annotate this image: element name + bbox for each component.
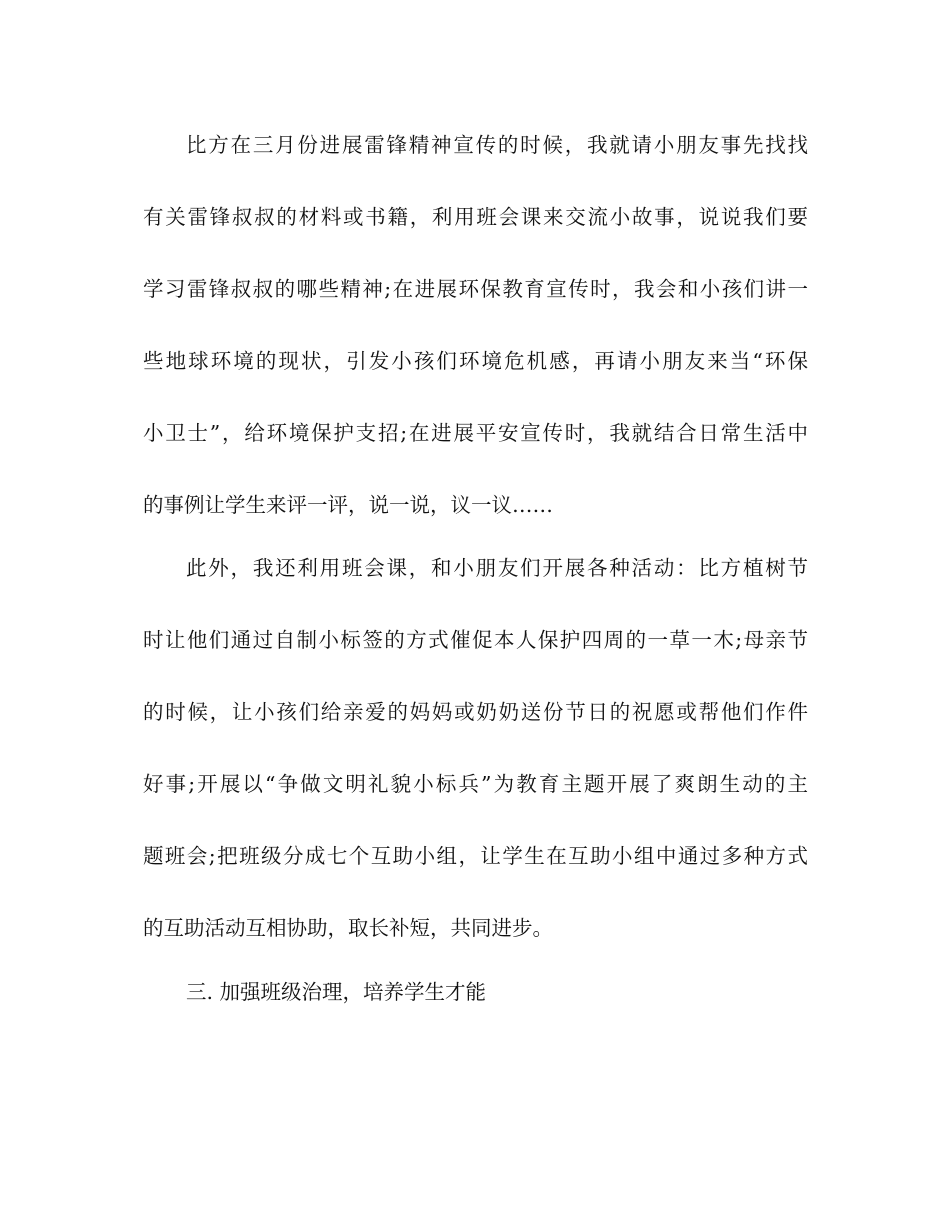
paragraph-1-line-3: 学习雷锋叔叔的哪些精神;在进展环保教育宣传时，我会和小孩们讲一 bbox=[143, 277, 808, 301]
section-heading: 三. 加强班级治理，培养学生才能 bbox=[186, 980, 487, 1004]
paragraph-2-line-6: 的互助活动互相协助，取长补短，共同进步。 bbox=[143, 916, 553, 940]
paragraph-1-line-4: 些地球环境的现状，引发小孩们环境危机感，再请小朋友来当“环保 bbox=[143, 349, 808, 373]
paragraph-2-line-3: 的时候，让小孩们给亲爱的妈妈或奶奶送份节日的祝愿或帮他们作件 bbox=[143, 700, 808, 724]
paragraph-1-line-2: 有关雷锋叔叔的材料或书籍，利用班会课来交流小故事，说说我们要 bbox=[143, 205, 808, 229]
paragraph-1-line-5: 小卫士”，给环境保护支招;在进展平安宣传时，我就结合日常生活中 bbox=[143, 421, 808, 445]
paragraph-1-line-1: 比方在三月份进展雷锋精神宣传的时候，我就请小朋友事先找找 bbox=[186, 133, 808, 157]
paragraph-2-line-5: 题班会;把班级分成七个互助小组，让学生在互助小组中通过多种方式 bbox=[143, 844, 808, 868]
paragraph-1-line-6: 的事例让学生来评一评，说一说，议一议…… bbox=[143, 493, 553, 517]
paragraph-2-line-2: 时让他们通过自制小标签的方式催促本人保护四周的一草一木;母亲节 bbox=[143, 628, 808, 652]
paragraph-2-line-1: 此外，我还利用班会课，和小朋友们开展各种活动：比方植树节 bbox=[186, 556, 808, 580]
paragraph-2-line-4: 好事;开展以“争做文明礼貌小标兵”为教育主题开展了爽朗生动的主 bbox=[143, 772, 808, 796]
